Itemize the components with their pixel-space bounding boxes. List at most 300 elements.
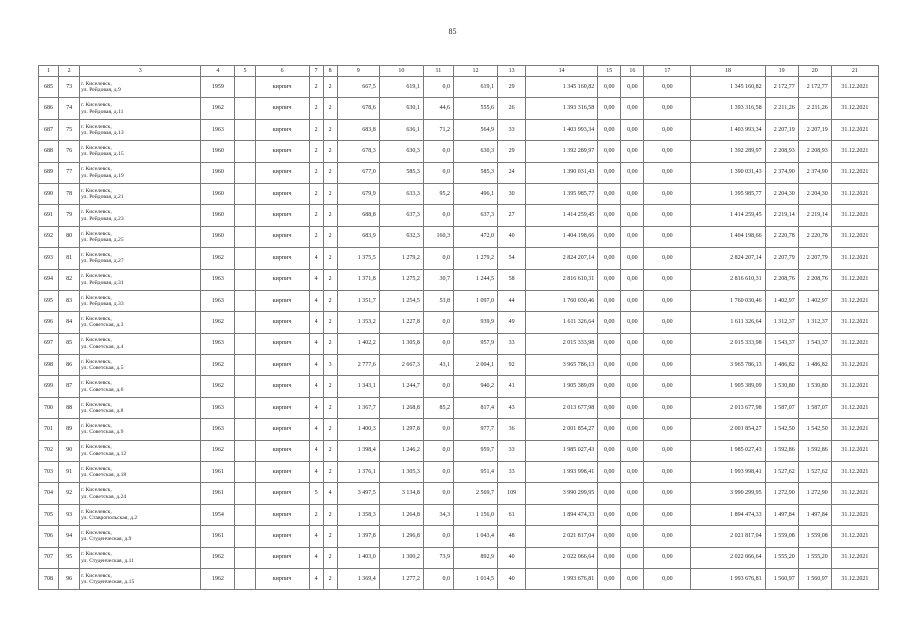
- table-cell: 2 015 333,98: [526, 333, 598, 354]
- table-cell: 1960: [201, 141, 235, 162]
- header-row: [39, 66, 879, 77]
- address-line: г. Киселевск,: [81, 380, 112, 387]
- table-cell: 1 486,82: [798, 355, 831, 376]
- table-cell: 2: [323, 547, 337, 568]
- table-cell: 1 393 316,58: [691, 98, 765, 119]
- table-cell: 4: [309, 526, 323, 547]
- table-cell: 0,00: [621, 547, 644, 568]
- table-cell: 0,00: [644, 526, 691, 547]
- column-header: 3: [80, 66, 201, 77]
- table-cell: 2: [309, 119, 323, 140]
- table-cell: 686: [39, 98, 59, 119]
- table-cell: 2: [323, 440, 337, 461]
- table-cell: 0,0: [423, 205, 453, 226]
- table-cell: 0,0: [423, 483, 453, 504]
- table-cell: 31.12.2021: [831, 119, 878, 140]
- table-cell: 2 001 854,27: [691, 419, 765, 440]
- column-header: 15: [598, 66, 621, 77]
- table-cell: 0,0: [423, 419, 453, 440]
- table-cell: [235, 226, 255, 247]
- table-cell: [235, 397, 255, 418]
- table-cell: 2 208,76: [798, 269, 831, 290]
- table-row: [39, 504, 879, 525]
- table-cell: 3 134,8: [379, 483, 423, 504]
- address-line: ул. Советская, д.18: [81, 472, 127, 479]
- table-cell: [235, 333, 255, 354]
- table-cell: 690: [39, 183, 59, 204]
- address-line: ул. Рейдовая, д.11: [81, 108, 124, 115]
- address-line: г. Киселевск,: [81, 123, 112, 130]
- table-cell: кирпич: [255, 568, 309, 589]
- table-cell: кирпич: [255, 483, 309, 504]
- table-cell: 1 254,5: [379, 290, 423, 311]
- address-line: г. Киселевск,: [81, 316, 112, 323]
- table-cell: 1 244,5: [453, 269, 497, 290]
- table-cell: 2 022 066,64: [691, 547, 765, 568]
- table-cell: 701: [39, 419, 59, 440]
- table-cell: 0,00: [644, 312, 691, 333]
- column-header: 12: [453, 66, 497, 77]
- table-cell: 79: [59, 205, 80, 226]
- table-cell: 0,00: [644, 248, 691, 269]
- table-row: [39, 77, 879, 98]
- table-cell: 0,00: [598, 376, 621, 397]
- table-cell: 1 555,20: [765, 547, 798, 568]
- table-cell: 0,00: [598, 290, 621, 311]
- table-row: [39, 98, 879, 119]
- address-cell: [80, 504, 201, 525]
- table-cell: 0,00: [621, 355, 644, 376]
- table-cell: 1 414 259,45: [526, 205, 598, 226]
- table-cell: 87: [59, 376, 80, 397]
- table-row: [39, 440, 879, 461]
- table-cell: 1959: [201, 77, 235, 98]
- column-header: 11: [423, 66, 453, 77]
- table-cell: 1 993 998,41: [526, 462, 598, 483]
- table-cell: 1 404 198,66: [691, 226, 765, 247]
- table-cell: кирпич: [255, 462, 309, 483]
- table-cell: 678,6: [337, 98, 379, 119]
- column-header: 14: [526, 66, 598, 77]
- table-cell: [235, 526, 255, 547]
- table-row: [39, 205, 879, 226]
- table-cell: 2 816 610,31: [526, 269, 598, 290]
- table-cell: 1 542,50: [765, 419, 798, 440]
- table-cell: 40: [498, 568, 526, 589]
- table-cell: 630,3: [379, 141, 423, 162]
- table-cell: 707: [39, 547, 59, 568]
- table-cell: 1 404 198,66: [526, 226, 598, 247]
- table-cell: 693: [39, 248, 59, 269]
- table-cell: 5: [309, 483, 323, 504]
- table-cell: 0,00: [598, 419, 621, 440]
- table-cell: 0,00: [621, 419, 644, 440]
- table-cell: 1 351,7: [337, 290, 379, 311]
- table-cell: 31.12.2021: [831, 226, 878, 247]
- table-cell: [235, 483, 255, 504]
- column-header: 18: [691, 66, 765, 77]
- table-cell: 564,9: [453, 119, 497, 140]
- table-cell: 0,00: [644, 162, 691, 183]
- table-cell: 0,00: [644, 504, 691, 525]
- table-cell: 1954: [201, 504, 235, 525]
- address-cell: [80, 355, 201, 376]
- table-cell: 33: [498, 462, 526, 483]
- table-cell: 0,00: [598, 269, 621, 290]
- table-cell: 619,1: [379, 77, 423, 98]
- address-cell: [80, 290, 201, 311]
- table-cell: 0,00: [644, 397, 691, 418]
- table-cell: 1962: [201, 312, 235, 333]
- table-cell: 29: [498, 141, 526, 162]
- table-cell: 0,00: [644, 376, 691, 397]
- table-cell: 80: [59, 226, 80, 247]
- table-cell: 2: [309, 504, 323, 525]
- table-cell: 1 305,3: [379, 462, 423, 483]
- table-cell: 94: [59, 526, 80, 547]
- table-row: [39, 419, 879, 440]
- table-cell: 95: [59, 547, 80, 568]
- table-cell: 95,2: [423, 183, 453, 204]
- table-cell: 2 001 854,27: [526, 419, 598, 440]
- table-cell: 78: [59, 183, 80, 204]
- address-line: ул. Рейдовая, д.9: [81, 87, 121, 94]
- address-line: ул. Советская, д.12: [81, 450, 127, 457]
- table-cell: [235, 205, 255, 226]
- table-cell: 2 219,14: [798, 205, 831, 226]
- table-cell: 85,2: [423, 397, 453, 418]
- table-cell: 0,00: [644, 440, 691, 461]
- table-cell: 1 272,90: [798, 483, 831, 504]
- table-cell: 30,7: [423, 269, 453, 290]
- table-cell: 1962: [201, 355, 235, 376]
- table-cell: 1962: [201, 248, 235, 269]
- table-cell: 637,3: [453, 205, 497, 226]
- table-cell: 1 390 031,43: [691, 162, 765, 183]
- address-cell: [80, 205, 201, 226]
- table-cell: 2 021 817,04: [526, 526, 598, 547]
- table-cell: 704: [39, 483, 59, 504]
- table-cell: [235, 119, 255, 140]
- column-header: 8: [323, 66, 337, 77]
- table-cell: 53,8: [423, 290, 453, 311]
- address-line: г. Киселевск,: [81, 209, 112, 216]
- table-cell: 0,00: [598, 547, 621, 568]
- table-cell: 585,3: [453, 162, 497, 183]
- table-cell: 1 390 031,43: [526, 162, 598, 183]
- table-cell: 1 894 474,33: [691, 504, 765, 525]
- address-line: ул. Советская, д.6: [81, 386, 124, 393]
- table-cell: 43: [498, 397, 526, 418]
- address-cell: [80, 333, 201, 354]
- address-line: ул. Советская, д.3: [81, 322, 124, 329]
- table-cell: 0,00: [598, 397, 621, 418]
- table-cell: 1962: [201, 98, 235, 119]
- table-cell: 2 208,93: [798, 141, 831, 162]
- table-cell: 26: [498, 98, 526, 119]
- table-cell: 2 824 207,14: [691, 248, 765, 269]
- table-cell: 1 403 993,34: [691, 119, 765, 140]
- table-cell: 89: [59, 419, 80, 440]
- table-cell: 1961: [201, 462, 235, 483]
- table-cell: 1963: [201, 290, 235, 311]
- table-cell: 1 275,2: [379, 269, 423, 290]
- table-cell: 683,9: [337, 226, 379, 247]
- table-cell: 1 993 998,41: [691, 462, 765, 483]
- table-cell: 1 760 030,46: [526, 290, 598, 311]
- address-line: г. Киселевск,: [81, 230, 112, 237]
- address-cell: [80, 141, 201, 162]
- table-row: [39, 183, 879, 204]
- table-cell: 0,0: [423, 462, 453, 483]
- address-line: г. Киселевск,: [81, 465, 112, 472]
- table-cell: 31.12.2021: [831, 547, 878, 568]
- table-cell: 698: [39, 355, 59, 376]
- table-cell: 2: [323, 77, 337, 98]
- table-cell: 472,0: [453, 226, 497, 247]
- table-cell: 31.12.2021: [831, 141, 878, 162]
- table-cell: [235, 547, 255, 568]
- table-cell: 2: [323, 376, 337, 397]
- table-cell: 0,00: [621, 504, 644, 525]
- table-cell: 705: [39, 504, 59, 525]
- table-cell: 2 207,19: [765, 119, 798, 140]
- table-cell: 0,00: [644, 226, 691, 247]
- table-cell: 2 021 817,04: [691, 526, 765, 547]
- table-cell: 1960: [201, 205, 235, 226]
- table-cell: 1 312,37: [798, 312, 831, 333]
- address-cell: [80, 162, 201, 183]
- table-cell: 31.12.2021: [831, 333, 878, 354]
- address-cell: [80, 312, 201, 333]
- table-cell: 2 374,90: [798, 162, 831, 183]
- table-cell: 31.12.2021: [831, 483, 878, 504]
- address-line: ул. Рейдовая, д.25: [81, 236, 124, 243]
- table-cell: 0,00: [644, 333, 691, 354]
- address-line: г. Киселевск,: [81, 487, 112, 494]
- table-cell: 1 392 289,97: [526, 141, 598, 162]
- table-cell: кирпич: [255, 98, 309, 119]
- table-cell: 1 277,2: [379, 568, 423, 589]
- table-cell: 40: [498, 226, 526, 247]
- table-cell: 496,1: [453, 183, 497, 204]
- table-cell: 1 530,80: [798, 376, 831, 397]
- table-cell: 1 393 316,58: [526, 98, 598, 119]
- table-cell: 1 543,37: [798, 333, 831, 354]
- table-row: [39, 568, 879, 589]
- table-cell: 1 497,84: [765, 504, 798, 525]
- address-line: ул. Студенческая, д.15: [81, 579, 135, 586]
- column-header: 5: [235, 66, 255, 77]
- table-cell: 706: [39, 526, 59, 547]
- table-cell: 4: [323, 483, 337, 504]
- table-cell: кирпич: [255, 205, 309, 226]
- table-cell: кирпич: [255, 119, 309, 140]
- table-cell: 1 014,5: [453, 568, 497, 589]
- table-cell: кирпич: [255, 312, 309, 333]
- table-cell: 2: [323, 312, 337, 333]
- table-cell: 939,9: [453, 312, 497, 333]
- table-cell: 31.12.2021: [831, 355, 878, 376]
- table-cell: 2 172,77: [765, 77, 798, 98]
- table-row: [39, 397, 879, 418]
- table-cell: 977,7: [453, 419, 497, 440]
- column-header: 13: [498, 66, 526, 77]
- address-line: ул. Рейдовая, д.21: [81, 194, 124, 201]
- table-cell: [235, 269, 255, 290]
- table-cell: 0,00: [644, 355, 691, 376]
- table-row: [39, 141, 879, 162]
- table-cell: 2 569,7: [453, 483, 497, 504]
- address-cell: [80, 526, 201, 547]
- table-cell: кирпич: [255, 141, 309, 162]
- table-cell: [235, 162, 255, 183]
- table-cell: 2: [309, 183, 323, 204]
- table-cell: 58: [498, 269, 526, 290]
- table-cell: [235, 141, 255, 162]
- address-line: г. Киселевск,: [81, 551, 112, 558]
- table-row: [39, 312, 879, 333]
- table-cell: 2 015 333,98: [691, 333, 765, 354]
- table-cell: 2: [323, 333, 337, 354]
- table-cell: 1 985 027,43: [526, 440, 598, 461]
- table-cell: 40: [498, 547, 526, 568]
- table-cell: 2 004,1: [453, 355, 497, 376]
- table-cell: 0,00: [598, 355, 621, 376]
- table-cell: 2: [309, 98, 323, 119]
- table-cell: 0,00: [644, 205, 691, 226]
- table-cell: [235, 312, 255, 333]
- table-cell: 0,0: [423, 141, 453, 162]
- table-cell: 3 990 299,95: [691, 483, 765, 504]
- address-cell: [80, 568, 201, 589]
- table-cell: 0,00: [621, 98, 644, 119]
- table-body: [39, 77, 879, 590]
- table-cell: 702: [39, 440, 59, 461]
- table-cell: 1 592,86: [765, 440, 798, 461]
- table-cell: 1 369,4: [337, 568, 379, 589]
- column-header: 9: [337, 66, 379, 77]
- table-cell: 4: [309, 419, 323, 440]
- table-cell: 1 392 289,97: [691, 141, 765, 162]
- table-cell: 1962: [201, 568, 235, 589]
- table-cell: 71,2: [423, 119, 453, 140]
- table-cell: 692: [39, 226, 59, 247]
- table-cell: 697: [39, 333, 59, 354]
- table-cell: 1 097,0: [453, 290, 497, 311]
- table-cell: 0,00: [598, 504, 621, 525]
- table-cell: 92: [59, 483, 80, 504]
- table-cell: 1 296,8: [379, 526, 423, 547]
- table-cell: 637,3: [379, 205, 423, 226]
- address-line: г. Киселевск,: [81, 358, 112, 365]
- table-cell: 4: [309, 547, 323, 568]
- table-cell: 679,9: [337, 183, 379, 204]
- table-cell: 1 305,8: [379, 333, 423, 354]
- column-header: 2: [59, 66, 80, 77]
- table-cell: 2: [323, 226, 337, 247]
- table-cell: 75: [59, 119, 80, 140]
- table-cell: 31.12.2021: [831, 419, 878, 440]
- table-cell: 630,1: [379, 98, 423, 119]
- address-line: ул. Советская, д.5: [81, 365, 124, 372]
- table-cell: 90: [59, 440, 80, 461]
- table-cell: 1 402,97: [765, 290, 798, 311]
- table-cell: 4: [309, 376, 323, 397]
- table-cell: 2: [309, 141, 323, 162]
- table-cell: 1 272,90: [765, 483, 798, 504]
- table-cell: 73: [59, 77, 80, 98]
- column-header: 21: [831, 66, 878, 77]
- table-cell: кирпич: [255, 526, 309, 547]
- table-cell: 619,1: [453, 77, 497, 98]
- table-cell: 1 398,4: [337, 440, 379, 461]
- table-cell: кирпич: [255, 162, 309, 183]
- table-cell: 54: [498, 248, 526, 269]
- address-line: ул. Советская, д.24: [81, 493, 127, 500]
- table-cell: 2 824 207,14: [526, 248, 598, 269]
- table-cell: 2: [323, 183, 337, 204]
- table-cell: 0,0: [423, 333, 453, 354]
- table-cell: 85: [59, 333, 80, 354]
- table-cell: 33: [498, 440, 526, 461]
- table-cell: 2 207,79: [798, 248, 831, 269]
- table-cell: 0,00: [644, 141, 691, 162]
- table-cell: 31.12.2021: [831, 205, 878, 226]
- table-cell: 0,00: [598, 141, 621, 162]
- table-cell: 0,00: [644, 483, 691, 504]
- address-line: г. Киселевск,: [81, 251, 112, 258]
- table-cell: 0,00: [621, 119, 644, 140]
- table-cell: 4: [309, 397, 323, 418]
- table-row: [39, 526, 879, 547]
- column-header: 10: [379, 66, 423, 77]
- table-cell: 1 985 027,43: [691, 440, 765, 461]
- table-cell: 0,00: [644, 547, 691, 568]
- table-cell: 2: [309, 77, 323, 98]
- table-cell: 2 211,26: [765, 98, 798, 119]
- table-cell: 1 527,62: [765, 462, 798, 483]
- table-cell: [235, 355, 255, 376]
- table-cell: 91: [59, 462, 80, 483]
- table-cell: 0,00: [621, 290, 644, 311]
- table-cell: 1960: [201, 226, 235, 247]
- table-cell: 0,00: [598, 162, 621, 183]
- table-cell: 109: [498, 483, 526, 504]
- table-cell: 687: [39, 119, 59, 140]
- table-cell: 61: [498, 504, 526, 525]
- table-cell: 1 246,2: [379, 440, 423, 461]
- table-cell: 48: [498, 526, 526, 547]
- table-cell: 82: [59, 269, 80, 290]
- table-cell: 0,00: [621, 440, 644, 461]
- table-cell: 2: [323, 141, 337, 162]
- table-cell: 2 220,78: [798, 226, 831, 247]
- table-cell: 1 894 474,33: [526, 504, 598, 525]
- table-cell: 2: [323, 119, 337, 140]
- table-cell: 1 542,50: [798, 419, 831, 440]
- table-cell: 34,3: [423, 504, 453, 525]
- table-cell: 959,7: [453, 440, 497, 461]
- table-cell: [235, 419, 255, 440]
- table-cell: [235, 568, 255, 589]
- table-cell: 0,0: [423, 526, 453, 547]
- table-cell: 1 400,3: [337, 419, 379, 440]
- table-cell: 1963: [201, 119, 235, 140]
- table-cell: 2 219,14: [765, 205, 798, 226]
- table-row: [39, 333, 879, 354]
- table-cell: 0,00: [644, 183, 691, 204]
